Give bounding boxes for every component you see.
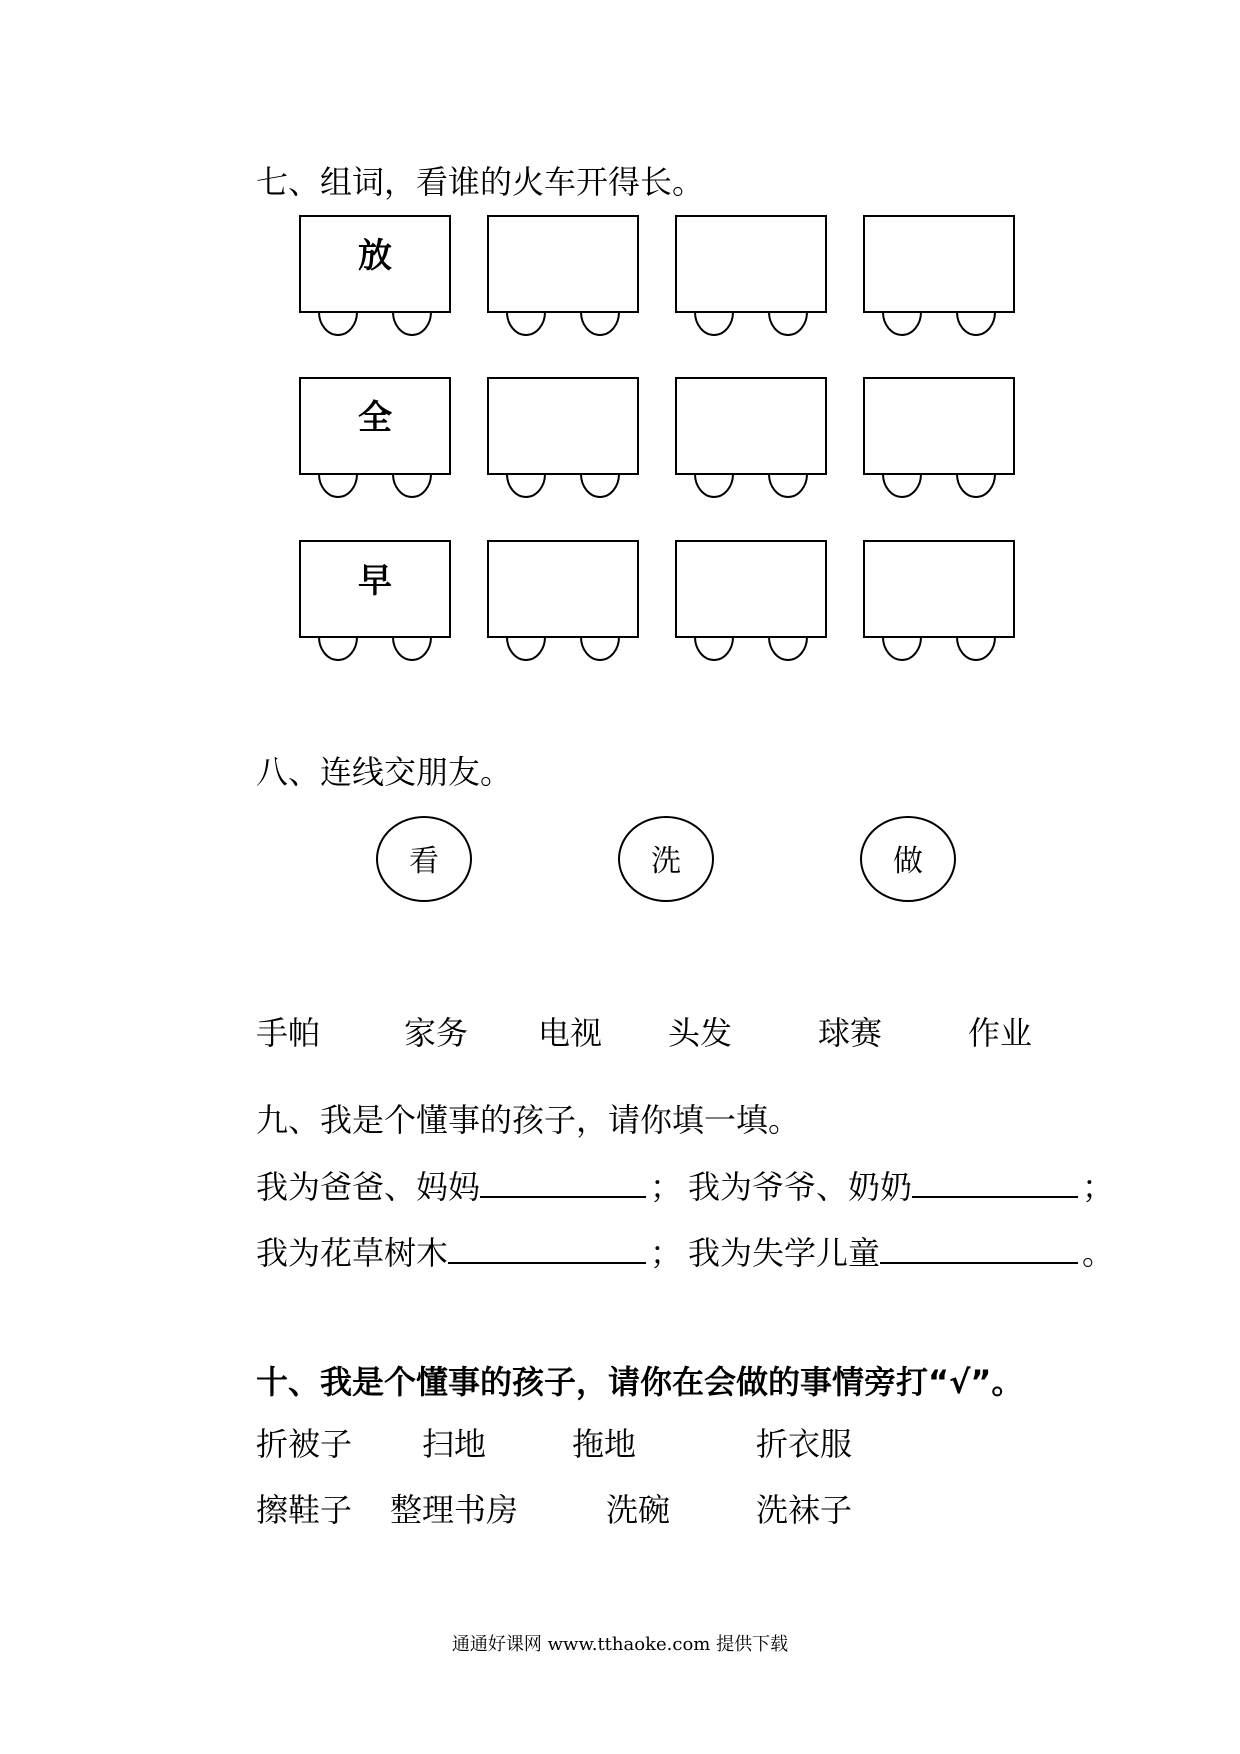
- train-car-blank[interactable]: [488, 541, 638, 660]
- circle-label: 做: [893, 844, 923, 879]
- fill-blank[interactable]: [912, 1166, 1078, 1198]
- match-word-homework[interactable]: 作业: [968, 1014, 1033, 1052]
- wheel-icon: [695, 312, 733, 335]
- wheel-icon: [393, 312, 431, 335]
- wheel-icon: [883, 637, 921, 660]
- car-character: 全: [358, 398, 392, 438]
- train-car-blank[interactable]: [488, 216, 638, 335]
- fill-blank[interactable]: [480, 1166, 646, 1198]
- chore-wash-dishes[interactable]: 洗碗: [606, 1491, 671, 1529]
- wheel-icon: [507, 312, 545, 335]
- car-body: [676, 216, 826, 312]
- chore-fold-clothes[interactable]: 折衣服: [756, 1425, 853, 1463]
- car-body: [676, 378, 826, 474]
- train-car-blank[interactable]: [864, 378, 1014, 497]
- circle-label: 洗: [651, 844, 681, 879]
- train-car-blank[interactable]: [676, 216, 826, 335]
- wheel-icon: [957, 474, 995, 497]
- fill-prompt: 我为失学儿童: [688, 1234, 881, 1272]
- match-word-hair[interactable]: 头发: [668, 1014, 733, 1052]
- fill-prompt: 我为花草树木: [256, 1234, 449, 1272]
- separator: ；: [1082, 1168, 1115, 1206]
- wheel-icon: [393, 637, 431, 660]
- fill-row-1: [256, 1166, 1114, 1207]
- fill-blank[interactable]: [880, 1232, 1078, 1264]
- train-row: [300, 378, 1014, 497]
- train-row: [300, 541, 1014, 660]
- train-car-given: [300, 541, 450, 660]
- chore-tidy-study[interactable]: 整理书房: [390, 1491, 519, 1529]
- car-body: [488, 216, 638, 312]
- car-body: [864, 378, 1014, 474]
- section9-title: 九、我是个懂事的孩子，请你填一填。: [256, 1101, 801, 1139]
- car-body: [488, 541, 638, 637]
- wheel-icon: [581, 474, 619, 497]
- chore-mop[interactable]: 拖地: [572, 1425, 637, 1463]
- circle-wash[interactable]: [619, 817, 713, 901]
- wheel-icon: [507, 637, 545, 660]
- fill-blank[interactable]: [448, 1232, 646, 1264]
- wheel-icon: [769, 474, 807, 497]
- car-character: 放: [358, 236, 392, 276]
- car-body: [864, 216, 1014, 312]
- footer-credit: 通通好课网 www.tthaoke.com 提供下载: [451, 1634, 789, 1655]
- separator: 。: [1082, 1234, 1115, 1272]
- match-word-tv[interactable]: 电视: [538, 1014, 603, 1052]
- separator: ；: [650, 1168, 683, 1206]
- wheel-icon: [957, 637, 995, 660]
- car-body: [864, 541, 1014, 637]
- wheel-icon: [883, 312, 921, 335]
- wheel-icon: [393, 474, 431, 497]
- circle-do[interactable]: [861, 817, 955, 901]
- car-character: 早: [358, 561, 392, 601]
- train-car-blank[interactable]: [864, 216, 1014, 335]
- train-car-given: [300, 216, 450, 335]
- wheel-icon: [581, 312, 619, 335]
- wheel-icon: [883, 474, 921, 497]
- wheel-icon: [319, 312, 357, 335]
- match-word-housework[interactable]: 家务: [404, 1014, 469, 1052]
- fill-row-2: [256, 1232, 1114, 1273]
- car-body: [488, 378, 638, 474]
- match-word-handkerchief[interactable]: 手帕: [256, 1014, 321, 1052]
- section10-title: 十、我是个懂事的孩子，请你在会做的事情旁打“√”。: [256, 1363, 1024, 1401]
- wheel-icon: [769, 637, 807, 660]
- section7-title: 七、组词，看谁的火车开得长。: [256, 163, 705, 201]
- wheel-icon: [695, 474, 733, 497]
- chore-fold-quilt[interactable]: 折被子: [256, 1425, 353, 1463]
- section8-title: 八、连线交朋友。: [256, 753, 513, 791]
- train-car-blank[interactable]: [676, 378, 826, 497]
- circle-see[interactable]: [377, 817, 471, 901]
- wheel-icon: [695, 637, 733, 660]
- match-word-ballgame[interactable]: 球赛: [818, 1014, 883, 1052]
- wheel-icon: [507, 474, 545, 497]
- train-row: [300, 216, 1014, 335]
- wheel-icon: [769, 312, 807, 335]
- train-car-given: [300, 378, 450, 497]
- train-exercise: [0, 0, 1240, 700]
- chore-sweep[interactable]: 扫地: [422, 1425, 487, 1463]
- wheel-icon: [319, 474, 357, 497]
- chore-wash-socks[interactable]: 洗袜子: [756, 1491, 853, 1529]
- separator: ；: [650, 1234, 683, 1272]
- wheel-icon: [581, 637, 619, 660]
- car-body: [676, 541, 826, 637]
- fill-prompt: 我为爸爸、妈妈: [256, 1168, 481, 1206]
- circle-label: 看: [409, 844, 439, 879]
- wheel-icon: [319, 637, 357, 660]
- train-car-blank[interactable]: [864, 541, 1014, 660]
- train-car-blank[interactable]: [676, 541, 826, 660]
- chore-polish-shoes[interactable]: 擦鞋子: [256, 1491, 353, 1529]
- wheel-icon: [957, 312, 995, 335]
- train-car-blank[interactable]: [488, 378, 638, 497]
- fill-prompt: 我为爷爷、奶奶: [688, 1168, 913, 1206]
